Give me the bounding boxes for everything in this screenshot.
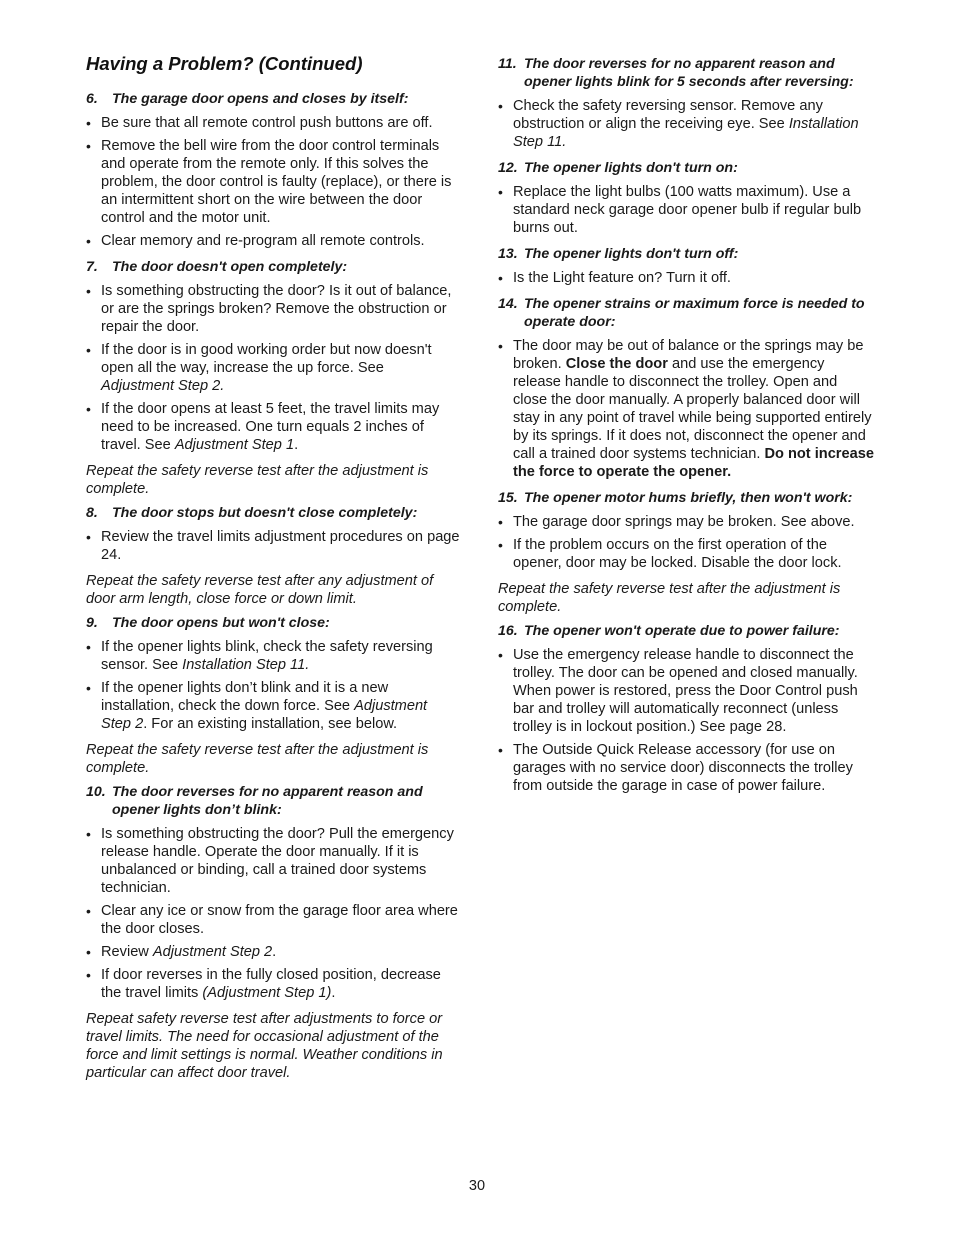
step-reference: Adjustment Step 2. <box>101 378 225 394</box>
item-text: If the door opens at least 5 feet, the travel limits may need to be increased. One turn equals 2 inches of travel. See <box>101 401 440 453</box>
section-16 <box>498 622 874 795</box>
section-heading <box>498 489 874 507</box>
item-text: If the opener lights don’t blink and it is a new installation, check the down force. See <box>101 680 389 714</box>
section-title: The door stops but doesn't close completely: <box>112 505 418 521</box>
item-text-end: . <box>294 437 299 453</box>
section-number: 9. <box>86 615 98 631</box>
section-13 <box>498 245 874 287</box>
section-number: 7. <box>86 259 98 275</box>
safety-note: Repeat safety reverse test after adjustments to force or travel limits. The need for occasional adjustment of the force and limit settings is normal. Weather conditions in particular can affect door travel. <box>86 1011 443 1081</box>
safety-note: Repeat the safety reverse test after the adjustment is complete. <box>86 742 429 776</box>
section-7 <box>86 258 460 498</box>
left-column <box>86 90 460 1088</box>
step-reference: Installation Step 11. <box>513 116 859 150</box>
item-text-end: . For an existing installation, see below. <box>143 716 398 732</box>
list-item <box>86 400 460 454</box>
bullet-list <box>498 183 874 237</box>
right-column <box>498 55 874 803</box>
bullet-list <box>86 528 460 564</box>
section-heading <box>498 622 874 640</box>
list-item <box>498 337 874 481</box>
section-6 <box>86 90 460 250</box>
section-number: 11. <box>498 56 517 72</box>
list-item: • Be sure that all remote control push buttons are off. <box>86 114 460 132</box>
section-8 <box>86 504 460 608</box>
list-item: • Replace the light bulbs (100 watts maximum). Use a standard neck garage door opener bulb if regular bulb burns out. <box>498 183 874 237</box>
list-item <box>498 97 874 151</box>
list-item: • If the problem occurs on the first operation of the opener, door may be locked. Disable the door lock. <box>498 536 874 572</box>
bullet-list <box>498 337 874 481</box>
bullet-list <box>86 825 460 1002</box>
page-title: Having a Problem? (Continued) <box>86 53 363 74</box>
section-heading <box>86 90 460 108</box>
section-heading <box>498 159 874 177</box>
item-text: The door may be out of balance or the springs may be broken. <box>513 338 864 372</box>
section-14 <box>498 295 874 481</box>
section-number: 16. <box>498 623 518 639</box>
section-9 <box>86 614 460 777</box>
section-title: The door doesn't open completely: <box>112 259 348 275</box>
list-item: • Review the travel limits adjustment procedures on page 24. <box>86 528 460 564</box>
list-item: • Remove the bell wire from the door control terminals and operate from the remote only. If this solves the problem, the door control is faulty (replace), or there is an intermittent short on the wire between the door control and the motor unit. <box>86 137 460 227</box>
section-title: The door reverses for no apparent reason and opener lights don’t blink: <box>112 784 423 818</box>
list-item <box>86 943 460 961</box>
step-reference: Adjustment Step 1 <box>174 437 295 453</box>
section-12 <box>498 159 874 237</box>
item-text: and use the emergency release handle to disconnect the trolley. Open and close the door manually. A properly balanced door will stay in any point of travel while being supported entirely by its springs. If it does not, disconnect the opener and call a trained door systems technician. <box>513 356 872 462</box>
section-number: 14. <box>498 296 518 312</box>
list-item <box>86 638 460 674</box>
list-item <box>86 966 460 1002</box>
item-text: Check the safety reversing sensor. Remove any obstruction or align the receiving eye. See <box>513 98 823 132</box>
item-text-end: . <box>272 944 277 960</box>
bullet-list <box>86 638 460 733</box>
bullet-list <box>498 646 874 795</box>
section-number: 8. <box>86 505 98 521</box>
item-text: If the opener lights blink, check the safety reversing sensor. See <box>101 639 433 673</box>
section-heading <box>498 55 874 91</box>
list-item: • The garage door springs may be broken. See above. <box>498 513 874 531</box>
list-item: • Is something obstructing the door? Is it out of balance, or are the springs broken? Remove the obstruction or repair the door. <box>86 282 460 336</box>
section-heading <box>86 258 460 276</box>
section-11 <box>498 55 874 151</box>
safety-note: Repeat the safety reverse test after the adjustment is complete. <box>86 463 429 497</box>
section-10 <box>86 783 460 1082</box>
page-number: 30 <box>468 1178 486 1194</box>
list-item: • Is the Light feature on? Turn it off. <box>498 269 874 287</box>
section-heading <box>86 783 460 819</box>
section-number: 12. <box>498 160 518 176</box>
safety-note: Repeat the safety reverse test after any adjustment of door arm length, close force or down limit. <box>86 573 434 607</box>
section-number: 10. <box>86 784 106 800</box>
list-item: • Is something obstructing the door? Pull the emergency release handle. Operate the door manually. If it is unbalanced or binding, call a trained door systems technician. <box>86 825 460 897</box>
section-title: The opener lights don't turn off: <box>524 246 739 262</box>
item-text: If the door is in good working order but now doesn't open all the way, increase the up force. See <box>101 342 432 376</box>
item-text: Review <box>101 944 153 960</box>
step-reference: (Adjustment Step 1) <box>202 985 332 1001</box>
section-title: The opener lights don't turn on: <box>524 160 738 176</box>
emphasis-text: Close the door <box>565 356 668 372</box>
bullet-list <box>86 282 460 454</box>
section-title: The door opens but won't close: <box>112 615 330 631</box>
section-heading <box>86 614 460 632</box>
item-text: If door reverses in the fully closed position, decrease the travel limits <box>101 967 441 1001</box>
section-title: The opener won't operate due to power failure: <box>524 623 840 639</box>
step-reference: Installation Step 11. <box>182 657 310 673</box>
section-15 <box>498 489 874 616</box>
section-title: The door reverses for no apparent reason and opener lights blink for 5 seconds after reversing: <box>524 56 854 90</box>
step-reference: Adjustment Step 2 <box>101 698 428 732</box>
bullet-list <box>498 269 874 287</box>
section-heading <box>498 295 874 331</box>
section-heading <box>498 245 874 263</box>
section-number: 13. <box>498 246 518 262</box>
step-reference: Adjustment Step 2 <box>152 944 273 960</box>
list-item: • Clear memory and re-program all remote controls. <box>86 232 460 250</box>
list-item <box>86 341 460 395</box>
section-title: The opener motor hums briefly, then won't work: <box>524 490 853 506</box>
section-number: 6. <box>86 91 98 107</box>
list-item: • Use the emergency release handle to disconnect the trolley. The door can be opened and closed manually. When power is restored, press the Door Control push bar and trolley will automatically reconnect (unless trolley is in lockout position.) See page 28. <box>498 646 874 736</box>
warning-text: Do not increase the force to operate the opener. <box>513 446 874 480</box>
section-title: The garage door opens and closes by itself: <box>112 91 409 107</box>
bullet-list <box>498 97 874 151</box>
item-text-end: . <box>331 985 336 1001</box>
bullet-list <box>498 513 874 572</box>
list-item: • The Outside Quick Release accessory (for use on garages with no service door) disconnects the trolley from outside the garage in case of power failure. <box>498 741 874 795</box>
safety-note: Repeat the safety reverse test after the adjustment is complete. <box>498 581 841 615</box>
section-title: The opener strains or maximum force is needed to operate door: <box>524 296 865 330</box>
section-number: 15. <box>498 490 518 506</box>
section-heading <box>86 504 460 522</box>
list-item: • Clear any ice or snow from the garage floor area where the door closes. <box>86 902 460 938</box>
list-item <box>86 679 460 733</box>
bullet-list <box>86 114 460 250</box>
